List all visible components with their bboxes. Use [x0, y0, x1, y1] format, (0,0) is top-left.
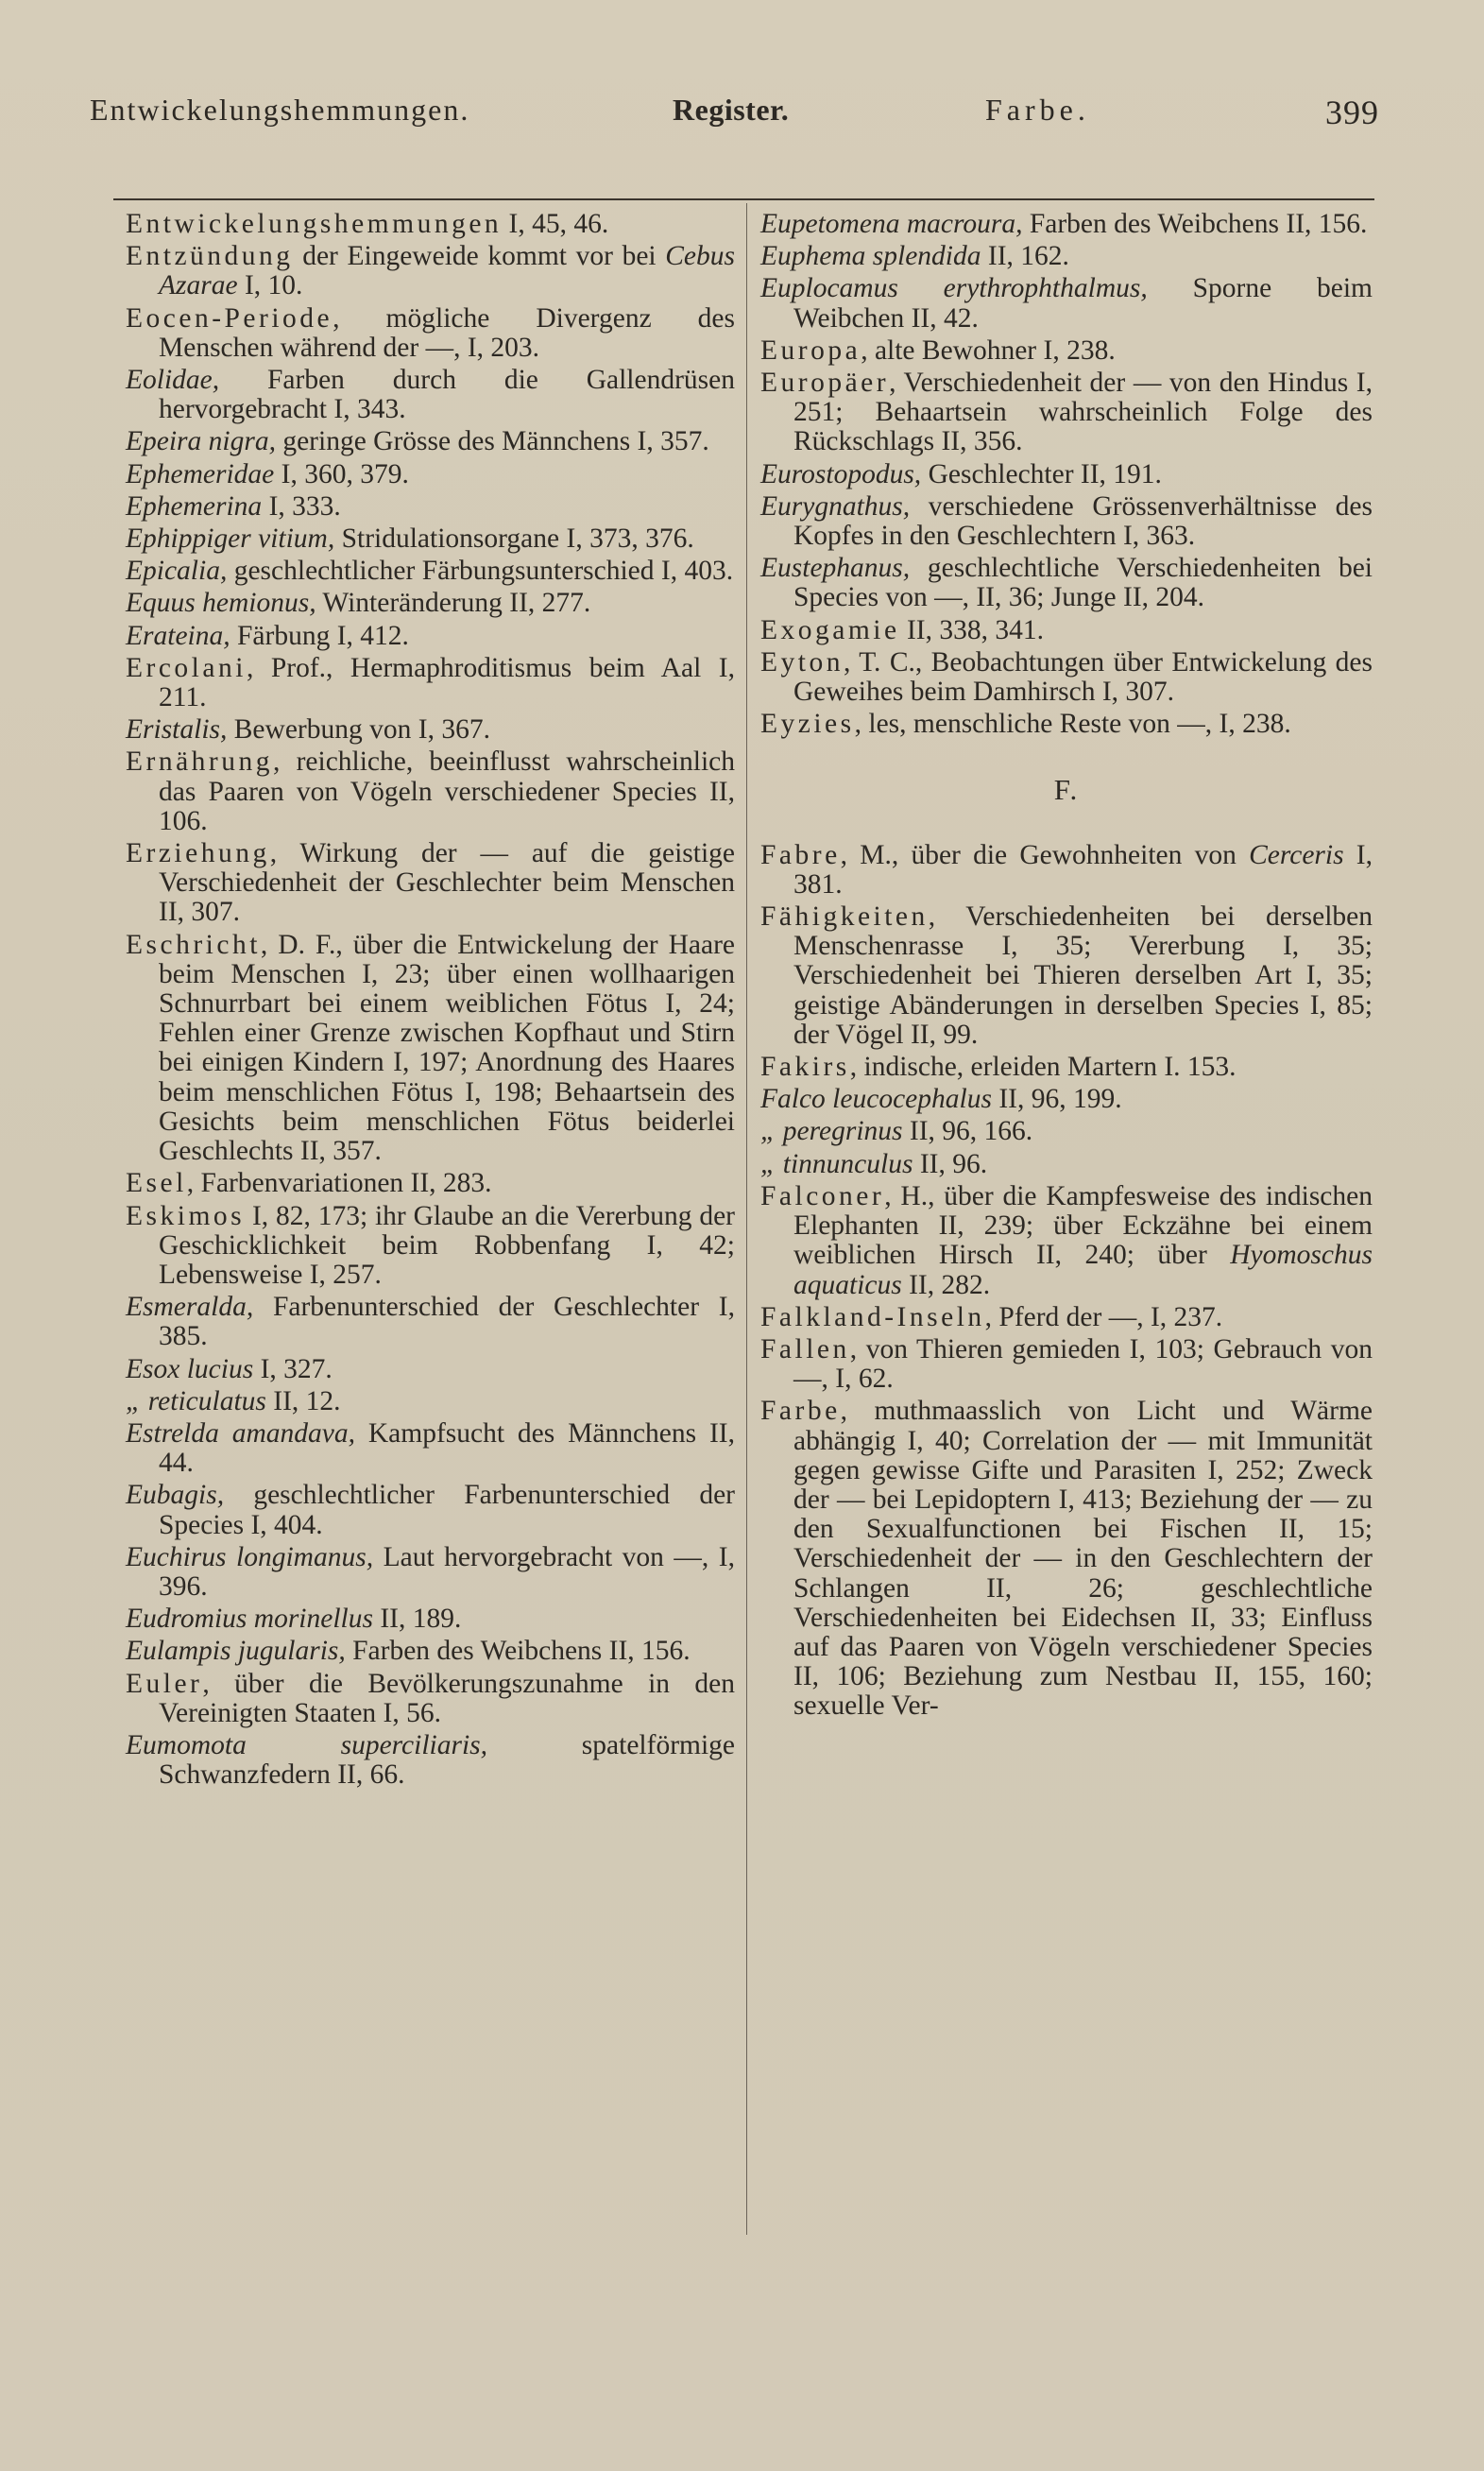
entry-head: Eyzies: [760, 709, 855, 740]
entry-text: , Verschiedenheiten bei derselben Menschenrasse I, 35; Vererbung I, 35; Verschiedenheit bei Thieren derselben Art I, 35; geistige Abänderungen in derselben Species I, 85; der Vögel II, 99.: [793, 901, 1373, 1050]
entry-text: spatelförmige Schwanzfedern II, 66.: [159, 1729, 735, 1791]
index-column-left: [126, 210, 735, 1793]
entry-text: II, 96.: [913, 1148, 988, 1179]
entry-italic: „ peregrinus: [760, 1116, 903, 1147]
index-entry: [760, 1335, 1373, 1394]
entry-text: Farben durch die Gallendrüsen hervorgebracht I, 343.: [159, 365, 735, 425]
entry-text: Farben des Weibchens II, 156.: [1022, 209, 1368, 239]
index-entry: [760, 274, 1373, 333]
entry-head: Eyton: [760, 646, 844, 678]
entry-italic: Erateina,: [126, 620, 230, 651]
index-entry: [760, 1303, 1373, 1332]
index-group-f: [760, 841, 1373, 1722]
entry-text: , Verschiedenheit der — von den Hindus I, 251; Behaartsein wahrscheinlich Folge des Rückschlags II, 356.: [793, 368, 1373, 457]
entry-text: , von Thieren gemieden I, 103; Gebrauch von —, I, 62.: [793, 1333, 1373, 1395]
entry-head: Fakirs: [760, 1052, 850, 1083]
index-entry: [126, 304, 735, 363]
index-entry: [760, 210, 1373, 239]
entry-head: Euler: [126, 1668, 203, 1699]
header-left-term: Entwickelungshemmungen.: [90, 93, 470, 127]
entry-italic: Estrelda amandava,: [126, 1417, 356, 1449]
entry-text: der Eingeweide kommt vor bei: [293, 241, 666, 272]
entry-head: Europäer: [760, 368, 890, 399]
index-entry: [760, 648, 1373, 707]
section-letter: F.: [1053, 773, 1080, 807]
entry-text: geringe Grösse des Männchens I, 357.: [275, 426, 709, 457]
index-entry: [760, 242, 1373, 271]
index-entry: [760, 616, 1373, 645]
entry-text: Kampfsucht des Männchens II, 44.: [159, 1417, 735, 1479]
entry-text: Stridulationsorgane I, 373, 376.: [334, 523, 694, 555]
index-entry: [126, 715, 735, 745]
entry-text: , D. F., über die Entwickelung der Haare beim Menschen I, 23; über einen wollhaarigen Schnurrbart bei einem weiblichen Fötus I, 24; Fehlen einer Grenze zwischen Kopfhaut und Stirn bei einigen Kindern I, 197; Anordnung des Haares beim menschlichen Fötus I, 198; Behaartsein des Gesichts beim menschlichen Fötus beiderlei Geschlechts II, 357.: [159, 929, 735, 1167]
entry-text: , T. C., Beobachtungen über Entwickelung des Geweihes beim Damhirsch I, 307.: [793, 646, 1373, 708]
entry-text: II, 338, 341.: [899, 614, 1045, 645]
entry-head: Entzündung: [126, 241, 294, 272]
index-entry: [126, 1202, 735, 1291]
index-entry: [126, 747, 735, 836]
entry-head: Eskimos: [126, 1200, 246, 1231]
entry-text: II, 96, 166.: [902, 1116, 1033, 1147]
index-entry: [760, 1117, 1373, 1146]
entry-text: , indische, erleiden Martern I. 153.: [849, 1052, 1237, 1083]
entry-text: Färbung I, 412.: [230, 620, 409, 651]
entry-text: , mögliche Divergenz des Menschen während der —, I, 203.: [159, 302, 735, 363]
entry-italic: Eustephanus,: [760, 553, 911, 584]
entry-italic: Euplocamus erythrophthalmus,: [760, 273, 1148, 304]
entry-text: , Farbenvariationen II, 283.: [186, 1168, 492, 1199]
index-entry: [126, 524, 735, 554]
index-entry: [126, 931, 735, 1167]
entry-text: II, 189.: [372, 1604, 462, 1635]
entry-text: Geschlechter II, 191.: [921, 458, 1162, 489]
entry-text: I, 45, 46.: [502, 209, 609, 239]
entry-italic: Esox lucius: [126, 1353, 254, 1384]
entry-text: , muthmaasslich von Licht und Wärme abhängig I, 40; Correlation der — mit Immunität gegen gewisse Gifte und Parasiten I, 252; Zweck der — bei Lepidoptern I, 413; Beziehung der — zu den Sexualfunctionen bei Fischen II, 15; Verschiedenheit der — in den Geschlechtern der Schlangen II, 26; geschlechtliche Verschiedenheiten bei Eidechsen II, 33; Einfluss auf das Paaren von Vögeln verschiedener Species II, 106; Beziehung zum Nestbau II, 155, 160; sexuelle Ver-: [793, 1396, 1373, 1722]
entry-head: Farbe: [760, 1396, 841, 1427]
header-right-term: Farbe.: [985, 93, 1090, 127]
entry-italic: Eurostopodus,: [760, 458, 922, 489]
entry-italic: Epicalia,: [126, 556, 228, 587]
entry-text: I, 381.: [793, 839, 1373, 900]
entry-italic: „ reticulatus: [126, 1385, 266, 1416]
index-entry: [760, 902, 1373, 1050]
entry-head: Ercolani: [126, 652, 247, 683]
entry-text: , reichliche, beeinflusst wahrscheinlich das Paaren von Vögeln verschiedener Species II, 106.: [159, 746, 735, 836]
index-entry: [126, 1670, 735, 1728]
entry-text: I, 360, 379.: [274, 458, 409, 489]
entry-head: Ernährung: [126, 746, 274, 778]
index-entry: [126, 557, 735, 586]
entry-head: Falconer: [760, 1180, 885, 1211]
index-entry: [760, 336, 1373, 366]
entry-text: geschlechtlicher Färbungsunterschied I, 403.: [227, 556, 734, 587]
entry-head: Europa: [760, 335, 861, 366]
index-entry: [126, 654, 735, 712]
entry-italic: „ tinnunculus: [760, 1148, 913, 1179]
entry-text: geschlechtlicher Farbenunterschied der Species I, 404.: [159, 1480, 735, 1540]
index-entry: [126, 210, 735, 239]
index-entry: [126, 1293, 735, 1351]
entry-italic: Esmeralda,: [126, 1292, 254, 1323]
entry-italic: Cebus Azarae: [159, 241, 735, 301]
entry-italic: Ephippiger vitium,: [126, 523, 335, 555]
index-entry: [126, 1387, 735, 1416]
entry-text: Bewerbung von I, 367.: [227, 714, 490, 746]
index-entry: [760, 1053, 1373, 1082]
entry-text: , Prof., Hermaphroditismus beim Aal I, 211.: [159, 652, 735, 713]
entry-italic: Equus hemionus,: [126, 588, 316, 619]
entry-text: geschlechtliche Verschiedenheiten bei Species von —, II, 36; Junge II, 204.: [793, 553, 1373, 613]
index-entry: [126, 460, 735, 489]
entry-italic: Eolidae,: [126, 365, 220, 396]
entry-text: , H., über die Kampfesweise des indischen Elephanten II, 239; über Eckzähne bei einem weiblichen Hirsch II, 240; über: [793, 1180, 1373, 1271]
index-entry: [760, 492, 1373, 551]
entry-head: Esel: [126, 1168, 187, 1199]
entry-text: , M., über die Gewohnheiten von: [840, 839, 1250, 870]
index-entry: [126, 242, 735, 300]
header-title: Register.: [673, 93, 790, 127]
index-entry: [760, 460, 1373, 489]
entry-italic: Eristalis,: [126, 714, 228, 746]
entry-text: , Wirkung der — auf die geistige Verschiedenheit der Geschlechter beim Menschen II, 307.: [159, 838, 735, 928]
index-column-right: [760, 210, 1373, 1725]
running-header: [90, 93, 1379, 142]
entry-text: Laut hervorgebracht von —, I, 396.: [159, 1541, 735, 1602]
entry-text: II, 12.: [265, 1385, 341, 1416]
entry-italic: Euphema splendida: [760, 241, 981, 272]
entry-text: , alte Bewohner I, 238.: [861, 335, 1116, 366]
entry-head: Fabre: [760, 839, 841, 870]
entry-text: , les, menschliche Reste von —, I, 238.: [854, 709, 1291, 740]
entry-text: verschiedene Grössenverhältnisse des Kopfes in den Geschlechtern I, 363.: [793, 490, 1373, 552]
entry-text: I, 82, 173; ihr Glaube an die Vererbung der Geschicklichkeit beim Robbenfang I, 42; Lebensweise I, 257.: [159, 1200, 735, 1290]
entry-text: I, 333.: [262, 490, 341, 522]
entry-italic: Ephemerina: [126, 490, 263, 522]
entry-head: Exogamie: [760, 614, 900, 645]
index-entry: [126, 622, 735, 651]
entry-italic: Eumomota superciliaris,: [126, 1729, 488, 1760]
entry-text: II, 162.: [981, 241, 1069, 272]
index-entry: [126, 366, 735, 424]
entry-text: , Pferd der —, I, 237.: [984, 1301, 1223, 1332]
entry-text: Farbenunterschied der Geschlechter I, 385.: [159, 1292, 735, 1352]
entry-head: Fähigkeiten: [760, 901, 929, 933]
entry-italic: Eudromius morinellus: [126, 1604, 373, 1635]
entry-text: Sporne beim Weibchen II, 42.: [793, 273, 1373, 334]
entry-head: Erziehung: [126, 838, 270, 869]
index-entry: [126, 1481, 735, 1539]
entry-text: I, 10.: [237, 270, 303, 301]
entry-italic: Eupetomena macroura,: [760, 209, 1023, 239]
index-entry: [126, 492, 735, 522]
entry-italic: Eubagis,: [126, 1480, 225, 1511]
entry-italic: Eulampis jugularis,: [126, 1636, 346, 1667]
index-entry: [126, 427, 735, 456]
entry-head: Fallen: [760, 1333, 850, 1364]
index-entry: [760, 1085, 1373, 1114]
index-entry: [760, 1397, 1373, 1721]
index-entry: [760, 710, 1373, 739]
index-entry: [126, 1731, 735, 1790]
index-entry: [760, 369, 1373, 457]
column-divider: [746, 203, 747, 2235]
index-group-e-continued: [760, 210, 1373, 739]
entry-text: I, 327.: [253, 1353, 333, 1384]
entry-text: , über die Bevölkerungszunahme in den Vereinigten Staaten I, 56.: [159, 1668, 735, 1728]
index-entry: [126, 589, 735, 618]
index-entry: [760, 841, 1373, 900]
index-entry: [126, 1419, 735, 1478]
index-entry: [126, 839, 735, 928]
entry-italic: Epeira nigra,: [126, 426, 276, 457]
index-entry: [760, 1182, 1373, 1300]
page-number: 399: [1325, 94, 1379, 131]
entry-head: Eocen-Periode: [126, 302, 333, 334]
entry-italic: Ephemeridae: [126, 458, 275, 489]
index-entry: [760, 554, 1373, 612]
index-entry: [126, 1604, 735, 1634]
index-entry: [126, 1169, 735, 1198]
entry-italic: Cerceris: [1249, 839, 1344, 870]
entry-head: Falkland-Inseln: [760, 1301, 985, 1332]
index-entry: [760, 1150, 1373, 1179]
header-rule: [113, 198, 1374, 200]
index-entry: [126, 1543, 735, 1602]
entry-italic: Hyomoschus aquaticus: [793, 1240, 1373, 1300]
entry-text: Farben des Weibchens II, 156.: [345, 1636, 691, 1667]
entry-text: II, 96, 199.: [991, 1084, 1122, 1115]
entry-italic: Euchirus longimanus,: [126, 1541, 374, 1572]
entry-italic: Falco leucocephalus: [760, 1084, 992, 1115]
entry-text: II, 282.: [901, 1269, 991, 1300]
index-entry: [126, 1637, 735, 1666]
entry-head: Eschricht: [126, 929, 261, 960]
entry-head: Entwickelungshemmungen: [126, 209, 503, 239]
entry-text: Winteränderung II, 277.: [316, 588, 591, 619]
entry-italic: Eurygnathus,: [760, 490, 911, 522]
index-entry: [126, 1355, 735, 1384]
